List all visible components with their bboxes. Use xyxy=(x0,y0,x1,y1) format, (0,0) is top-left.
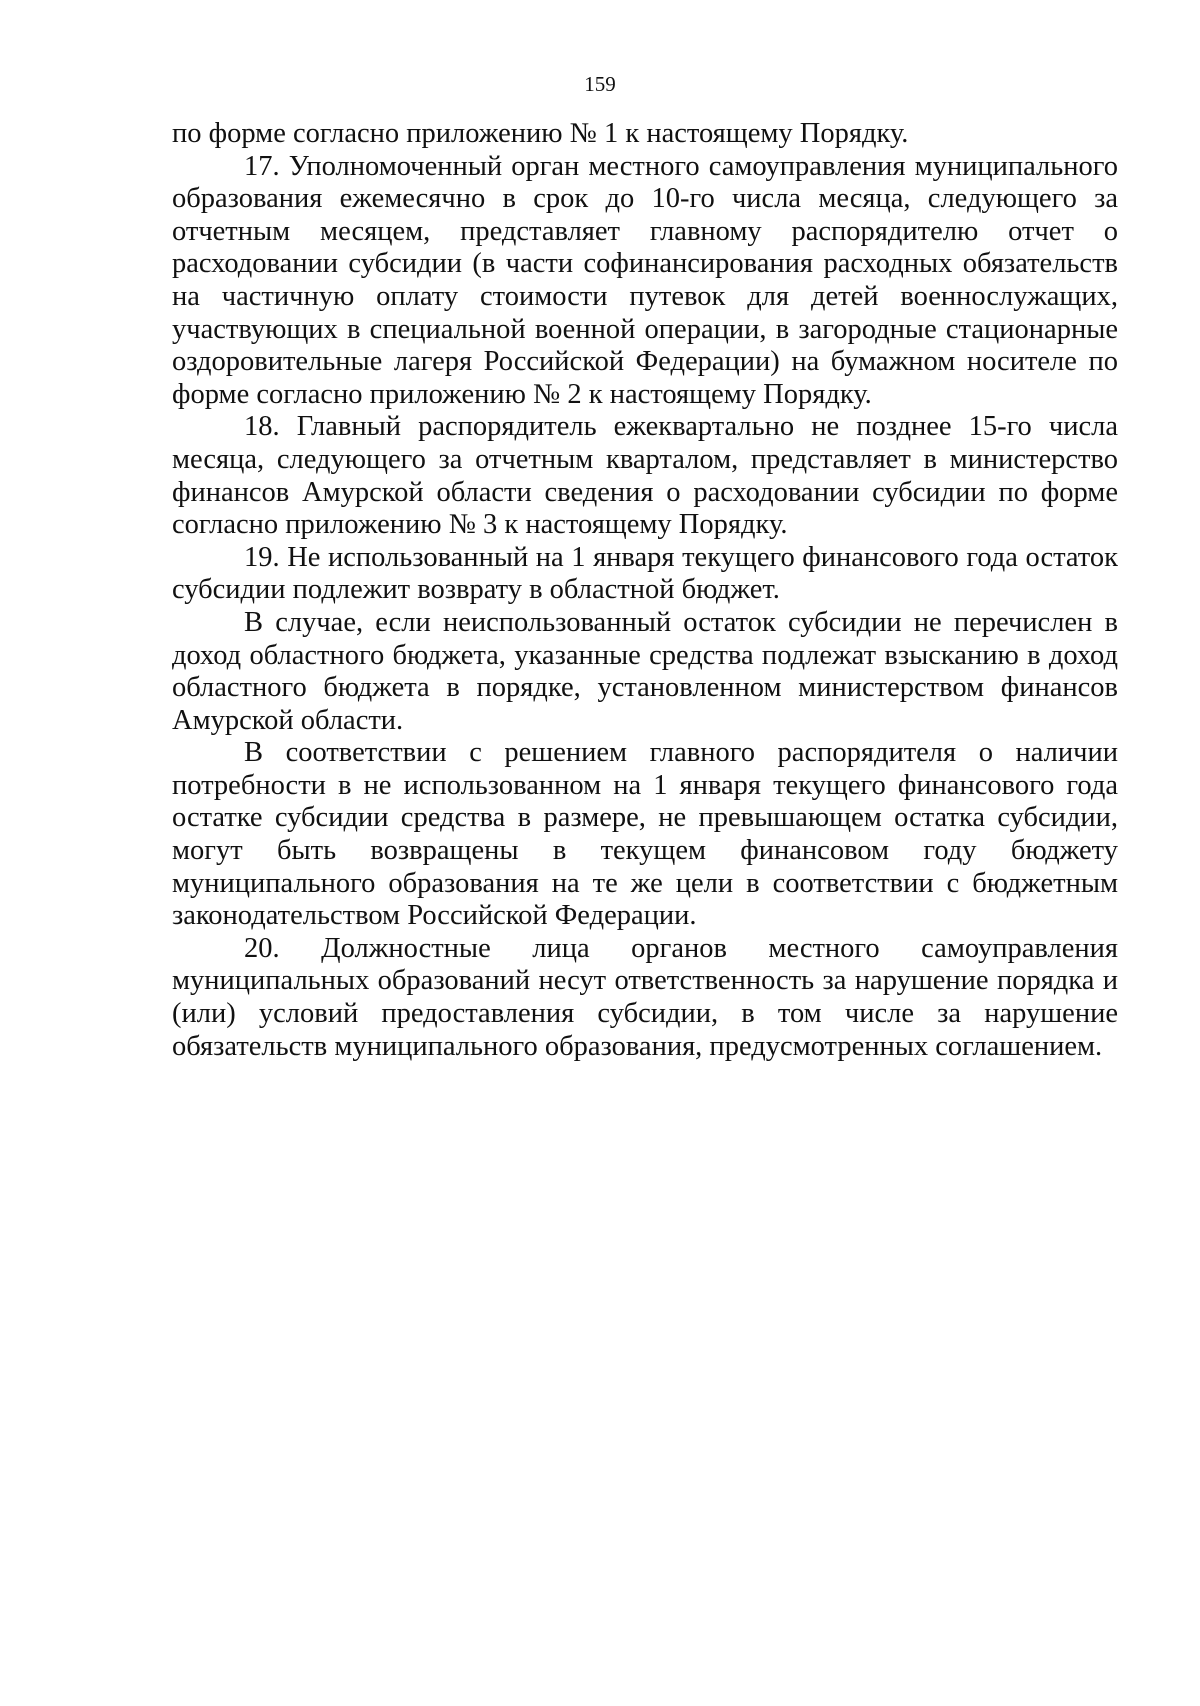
page-number: 159 xyxy=(584,72,616,96)
paragraph-19-case: В случае, если неиспользованный остаток субсидии не перечислен в доход областного бюджета, указанные средства подлежат взысканию в доход областного бюджета в порядке, установленном министерством финансов Амурской области. xyxy=(172,606,1118,736)
paragraph-18: 18. Главный распорядитель ежеквартально не позднее 15-го числа месяца, следующего за отчетным кварталом, представляет в министерство финансов Амурской области сведения о расходовании субсидии по форме согласно приложению № 3 к настоящему Порядку. xyxy=(172,411,1118,541)
document-body xyxy=(172,118,1118,1063)
paragraph-20: 20. Должностные лица органов местного самоуправления муниципальных образований несут ответственность за нарушение порядка и (или) условий предоставления субсидии, в том числе за нарушение обязательств муниципального образования, предусмотренных соглашением. xyxy=(172,932,1118,1062)
paragraph-19: 19. Не использованный на 1 января текущего финансового года остаток субсидии подлежит возврату в областной бюджет. xyxy=(172,541,1118,606)
paragraph-17: 17. Уполномоченный орган местного самоуправления муниципального образования ежемесячно в срок до 10-го числа месяца, следующего за отчетным месяцем, представляет главному распорядителю отчет о расходовании субсидии (в части софинансирования расходных обязательств на частичную оплату стоимости путевок для детей военнослужащих, участвующих в специальной военной операции, в загородные стационарные оздоровительные лагеря Российской Федерации) на бумажном носителе по форме согласно приложению № 2 к настоящему Порядку. xyxy=(172,150,1118,410)
paragraph-continuation: по форме согласно приложению № 1 к настоящему Порядку. xyxy=(172,118,909,149)
paragraph-19-return: В соответствии с решением главного распорядителя о наличии потребности в не использованном на 1 января текущего финансового года остатке субсидии средства в размере, не превышающем остатка субсидии, могут быть возвращены в текущем финансовом году бюджету муниципального образования на те же цели в соответствии с бюджетным законодательством Российской Федерации. xyxy=(172,737,1118,932)
